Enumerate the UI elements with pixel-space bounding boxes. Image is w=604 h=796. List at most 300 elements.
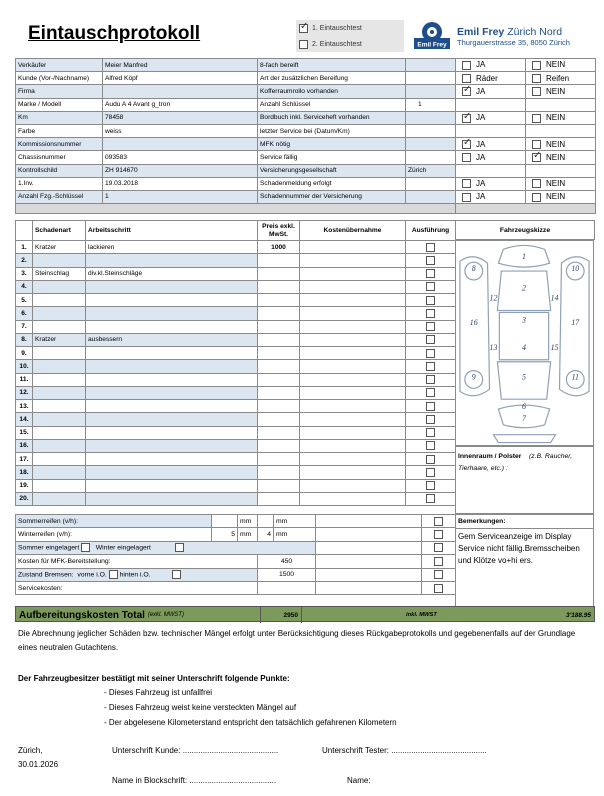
info-question-value[interactable] — [406, 72, 456, 85]
damage-price[interactable] — [258, 400, 300, 413]
info-value[interactable]: weiss — [103, 124, 258, 137]
execution-cell — [406, 492, 456, 505]
option-cell — [526, 151, 596, 164]
summer-tires-v[interactable] — [212, 515, 238, 528]
execution-checkbox[interactable] — [426, 269, 435, 278]
yes-no-row — [456, 111, 596, 124]
info-label: Chassisnummer — [16, 151, 103, 164]
summer-tires-h[interactable] — [258, 515, 274, 528]
info-value[interactable]: Meier Manfred — [103, 59, 258, 72]
damage-type[interactable] — [33, 386, 86, 399]
sketch-number: 13 — [489, 342, 498, 352]
vehicle-info-table — [15, 58, 456, 214]
execution-cell — [406, 466, 456, 479]
cost-coverage[interactable] — [300, 254, 406, 267]
damage-price[interactable] — [258, 479, 300, 492]
cost-coverage[interactable] — [300, 307, 406, 320]
execution-cell — [406, 294, 456, 307]
remarks-box — [455, 514, 594, 608]
damage-row — [16, 307, 456, 320]
damage-type[interactable] — [33, 320, 86, 333]
option-cell — [456, 124, 526, 137]
damage-price[interactable] — [258, 294, 300, 307]
sketch-number: 9 — [471, 372, 476, 382]
work-step[interactable]: lackieren — [86, 241, 258, 254]
info-label: Farbe — [16, 124, 103, 137]
info-row — [16, 164, 456, 177]
work-step[interactable] — [86, 360, 258, 373]
damage-row — [16, 241, 456, 254]
execution-cell — [406, 333, 456, 346]
cost-coverage[interactable] — [300, 360, 406, 373]
option-cell — [526, 177, 596, 190]
option-label: JA — [476, 86, 486, 96]
damage-row — [16, 453, 456, 466]
damage-type[interactable]: Kratzer — [33, 333, 86, 346]
execution-checkbox[interactable] — [426, 282, 435, 291]
name-block[interactable]: Name in Blockschrift: ....................................... — [112, 776, 277, 785]
info-question-value[interactable] — [406, 177, 456, 190]
work-step[interactable] — [86, 439, 258, 452]
sketch-number: 5 — [522, 372, 526, 382]
winter-tires-h[interactable]: 4 — [258, 528, 274, 541]
option-cell — [456, 72, 526, 85]
option-cell — [526, 138, 596, 151]
cost-coverage[interactable] — [300, 347, 406, 360]
info-question: Schadennummer der Versicherung — [258, 190, 406, 203]
damage-table — [15, 220, 456, 506]
execution-checkbox[interactable] — [426, 402, 435, 411]
info-question-value[interactable]: Zürich — [406, 164, 456, 177]
info-row — [16, 151, 456, 164]
info-label: Kontrollschild — [16, 164, 103, 177]
service-cost-value[interactable] — [258, 581, 316, 594]
damage-number: 3. — [16, 267, 33, 280]
damage-type[interactable] — [33, 479, 86, 492]
damage-price[interactable] — [258, 466, 300, 479]
info-value[interactable]: 78458 — [103, 111, 258, 124]
service-exec-checkbox[interactable] — [434, 584, 443, 593]
execution-cell — [406, 479, 456, 492]
damage-number: 19. — [16, 479, 33, 492]
col-preis: Preis exkl. MwSt. — [258, 221, 300, 241]
work-step[interactable] — [86, 479, 258, 492]
info-value[interactable]: Audu A 4 Avant g_tron — [103, 98, 258, 111]
execution-checkbox[interactable] — [426, 309, 435, 318]
info-row — [16, 177, 456, 190]
damage-price[interactable] — [258, 333, 300, 346]
cost-coverage[interactable] — [300, 439, 406, 452]
damage-type[interactable] — [33, 254, 86, 267]
execution-checkbox[interactable] — [426, 468, 435, 477]
option-label: NEIN — [546, 192, 566, 202]
damage-row — [16, 439, 456, 452]
damage-price[interactable] — [258, 439, 300, 452]
summer-exec-checkbox[interactable] — [434, 517, 443, 526]
damage-type[interactable] — [33, 280, 86, 293]
info-row — [16, 59, 456, 72]
damage-type[interactable] — [33, 413, 86, 426]
signature-tester[interactable]: Unterschrift Tester: ........................................... — [322, 746, 487, 755]
option-checkbox[interactable] — [462, 87, 471, 96]
work-step[interactable] — [86, 426, 258, 439]
option-label: JA — [476, 113, 486, 123]
sketch-number: 7 — [522, 413, 526, 423]
footer-bullets — [104, 685, 397, 730]
work-step[interactable] — [86, 386, 258, 399]
damage-type[interactable] — [33, 453, 86, 466]
col-ausfuehrung: Ausführung — [406, 221, 456, 241]
execution-checkbox[interactable] — [426, 256, 435, 265]
damage-type[interactable] — [33, 307, 86, 320]
option-label: NEIN — [546, 60, 566, 70]
option-checkbox[interactable] — [532, 74, 541, 83]
yes-no-row — [456, 177, 596, 190]
yes-no-row — [456, 85, 596, 98]
option-checkbox[interactable] — [462, 61, 471, 70]
info-value[interactable]: Alfred Köpf — [103, 72, 258, 85]
damage-row — [16, 294, 456, 307]
info-question-value[interactable] — [406, 138, 456, 151]
work-step[interactable]: ausbessern — [86, 333, 258, 346]
work-step[interactable]: div.kl.Steinschläge — [86, 267, 258, 280]
execution-cell — [406, 254, 456, 267]
damage-type[interactable]: Steinschlag — [33, 267, 86, 280]
damage-price[interactable] — [258, 360, 300, 373]
damage-type[interactable] — [33, 360, 86, 373]
option-checkbox[interactable] — [462, 114, 471, 123]
work-step[interactable] — [86, 400, 258, 413]
first-test-checkbox[interactable] — [299, 24, 308, 33]
info-question: Schadenmeldung erfolgt — [258, 177, 406, 190]
info-label: Km — [16, 111, 103, 124]
damage-price[interactable] — [258, 386, 300, 399]
execution-checkbox[interactable] — [426, 349, 435, 358]
damage-price[interactable] — [258, 453, 300, 466]
brand-address: Thurgauerstrasse 35, 8050 Zürich — [457, 38, 570, 47]
info-question-value[interactable] — [406, 111, 456, 124]
damage-number: 6. — [16, 307, 33, 320]
info-question: letzter Service bei (Datum/Km) — [258, 124, 406, 137]
option-label: JA — [476, 60, 486, 70]
work-step[interactable] — [86, 347, 258, 360]
yes-no-row — [456, 124, 596, 137]
option-cell — [526, 85, 596, 98]
option-checkbox[interactable] — [532, 179, 541, 188]
total-inkl-label: inkl. MWST — [406, 612, 437, 618]
info-label: Verkäufer — [16, 59, 103, 72]
work-step[interactable] — [86, 492, 258, 505]
work-step[interactable] — [86, 453, 258, 466]
cost-coverage[interactable] — [300, 280, 406, 293]
sketch-number: 10 — [571, 264, 580, 274]
damage-number: 9. — [16, 347, 33, 360]
work-step[interactable] — [86, 294, 258, 307]
summer-mm-1: mm — [238, 515, 258, 528]
brakes-exec-checkbox[interactable] — [434, 570, 443, 579]
info-value[interactable]: 1 — [103, 190, 258, 203]
info-value[interactable]: 19.03.2018 — [103, 177, 258, 190]
execution-checkbox[interactable] — [426, 428, 435, 437]
work-step[interactable] — [86, 413, 258, 426]
damage-number: 12. — [16, 386, 33, 399]
damage-number: 18. — [16, 466, 33, 479]
damage-row — [16, 386, 456, 399]
option-label: NEIN — [546, 139, 566, 149]
cost-coverage[interactable] — [300, 267, 406, 280]
damage-price[interactable] — [258, 254, 300, 267]
storage-exec-checkbox[interactable] — [434, 543, 443, 552]
col-schadenart: Schadenart — [33, 221, 86, 241]
option-checkbox[interactable] — [532, 61, 541, 70]
signature-customer[interactable]: Unterschrift Kunde: ........................................... — [112, 746, 279, 755]
damage-row — [16, 466, 456, 479]
info-label: Marke / Modell — [16, 98, 103, 111]
option-cell — [456, 85, 526, 98]
damage-row — [16, 492, 456, 505]
option-checkbox[interactable] — [532, 193, 541, 202]
damage-type[interactable] — [33, 439, 86, 452]
option-cell — [526, 98, 596, 111]
winter-tires-label: Winterreifen (v/h): — [16, 528, 212, 541]
second-test-checkbox[interactable] — [299, 40, 308, 49]
option-checkbox[interactable] — [462, 74, 471, 83]
work-step[interactable] — [86, 254, 258, 267]
damage-type[interactable] — [33, 492, 86, 505]
info-question: Versicherungsgesellschaft — [258, 164, 406, 177]
damage-price[interactable] — [258, 267, 300, 280]
sketch-number: 3 — [522, 315, 526, 325]
cost-coverage[interactable] — [300, 413, 406, 426]
vehicle-sketch — [455, 240, 594, 446]
winter-exec-checkbox[interactable] — [434, 530, 443, 539]
execution-checkbox[interactable] — [426, 375, 435, 384]
work-step[interactable] — [86, 466, 258, 479]
summer-stored-checkbox[interactable] — [81, 543, 90, 552]
info-question: Bordbuch inkl. Serviceheft vorhanden — [258, 111, 406, 124]
option-checkbox[interactable] — [462, 153, 471, 162]
damage-type[interactable] — [33, 294, 86, 307]
yes-no-row — [456, 98, 596, 111]
option-cell — [526, 59, 596, 72]
yes-no-row — [456, 190, 596, 203]
option-label: JA — [476, 179, 486, 189]
second-test-label: 2. Eintauschtest — [312, 40, 362, 48]
execution-checkbox[interactable] — [426, 494, 435, 503]
option-cell — [526, 124, 596, 137]
info-question-value[interactable] — [406, 124, 456, 137]
work-step[interactable] — [86, 280, 258, 293]
option-label: JA — [476, 152, 486, 162]
cost-coverage[interactable] — [300, 294, 406, 307]
info-value[interactable]: ZH 914670 — [103, 164, 258, 177]
option-checkbox[interactable] — [532, 153, 541, 162]
option-checkbox[interactable] — [532, 140, 541, 149]
option-checkbox[interactable] — [532, 87, 541, 96]
option-cell — [456, 59, 526, 72]
info-value[interactable] — [103, 138, 258, 151]
damage-price[interactable]: 1000 — [258, 241, 300, 254]
cost-coverage[interactable] — [300, 453, 406, 466]
execution-cell — [406, 453, 456, 466]
info-question-value[interactable] — [406, 59, 456, 72]
sketch-number: 4 — [522, 342, 526, 352]
execution-checkbox[interactable] — [426, 441, 435, 450]
execution-checkbox[interactable] — [426, 481, 435, 490]
damage-row — [16, 413, 456, 426]
yes-no-table — [455, 58, 596, 214]
info-value[interactable]: 093583 — [103, 151, 258, 164]
damage-row — [16, 333, 456, 346]
damage-type[interactable]: Kratzer — [33, 241, 86, 254]
damage-type[interactable] — [33, 400, 86, 413]
sketch-header: Fahrzeugskizze — [455, 220, 595, 240]
execution-cell — [406, 386, 456, 399]
tire-cost-table — [15, 514, 456, 595]
damage-number: 11. — [16, 373, 33, 386]
yes-no-row — [456, 164, 596, 177]
damage-price[interactable] — [258, 492, 300, 505]
cost-coverage[interactable] — [300, 400, 406, 413]
info-question-value[interactable] — [406, 85, 456, 98]
mfk-value[interactable]: 450 — [258, 555, 316, 568]
info-label: 1.Inv. — [16, 177, 103, 190]
damage-type[interactable] — [33, 466, 86, 479]
work-step[interactable] — [86, 373, 258, 386]
name-label[interactable]: Name: — [347, 776, 371, 785]
cost-coverage[interactable] — [300, 333, 406, 346]
damage-type[interactable] — [33, 426, 86, 439]
sketch-number: 16 — [469, 318, 478, 328]
interior-label: Innenraum / Polster — [458, 453, 522, 460]
execution-cell — [406, 426, 456, 439]
cost-coverage[interactable] — [300, 320, 406, 333]
damage-row — [16, 373, 456, 386]
yes-no-row — [456, 72, 596, 85]
execution-checkbox[interactable] — [426, 415, 435, 424]
option-cell — [456, 111, 526, 124]
option-label: NEIN — [546, 86, 566, 96]
option-cell — [456, 190, 526, 203]
execution-cell — [406, 241, 456, 254]
info-question-value[interactable]: 1 — [406, 98, 456, 111]
damage-row — [16, 267, 456, 280]
cost-coverage[interactable] — [300, 466, 406, 479]
yes-no-gap — [456, 204, 596, 214]
option-label: NEIN — [546, 152, 566, 162]
info-row — [16, 72, 456, 85]
info-question: Art der zusätzlichen Bereifung — [258, 72, 406, 85]
total-label: Aufbereitungskosten Total (exkl. MWST) — [19, 609, 185, 621]
damage-row — [16, 426, 456, 439]
info-question: 8-fach bereift — [258, 59, 406, 72]
option-checkbox[interactable] — [462, 179, 471, 188]
info-label: Kunde (Vor-/Nachname) — [16, 72, 103, 85]
damage-number: 10. — [16, 360, 33, 373]
winter-stored-checkbox[interactable] — [175, 543, 184, 552]
work-step[interactable] — [86, 320, 258, 333]
execution-checkbox[interactable] — [426, 335, 435, 344]
execution-checkbox[interactable] — [426, 322, 435, 331]
info-question: MFK nötig — [258, 138, 406, 151]
damage-price[interactable] — [258, 280, 300, 293]
remarks-text[interactable]: Gem Serviceanzeige im Display Service nicht fällig.Bremsscheiben und Klötze vo+hi ers. — [458, 532, 580, 565]
cost-coverage[interactable] — [300, 492, 406, 505]
option-cell — [526, 190, 596, 203]
work-step[interactable] — [86, 307, 258, 320]
execution-cell — [406, 280, 456, 293]
damage-price[interactable] — [258, 373, 300, 386]
sketch-number: 2 — [522, 283, 526, 293]
option-checkbox[interactable] — [532, 114, 541, 123]
page-title: Eintauschprotokoll — [28, 23, 201, 44]
execution-cell — [406, 267, 456, 280]
damage-number: 15. — [16, 426, 33, 439]
info-label: Anzahl Fzg.-Schlüssel — [16, 190, 103, 203]
mfk-exec-checkbox[interactable] — [434, 557, 443, 566]
option-cell — [526, 111, 596, 124]
info-row — [16, 85, 456, 98]
info-question-value[interactable] — [406, 151, 456, 164]
cost-coverage[interactable] — [300, 426, 406, 439]
damage-price[interactable] — [258, 347, 300, 360]
option-label: JA — [476, 192, 486, 202]
winter-tires-v[interactable]: 5 — [212, 528, 238, 541]
info-row — [16, 111, 456, 124]
damage-price[interactable] — [258, 426, 300, 439]
winter-mm-2: mm — [274, 528, 316, 541]
damage-price[interactable] — [258, 320, 300, 333]
damage-price[interactable] — [258, 307, 300, 320]
execution-cell — [406, 439, 456, 452]
execution-checkbox[interactable] — [426, 243, 435, 252]
cost-coverage[interactable] — [300, 479, 406, 492]
info-value[interactable] — [103, 85, 258, 98]
info-question: Kofferraumrollo vorhanden — [258, 85, 406, 98]
brakes-value[interactable]: 1500 — [258, 568, 316, 581]
execution-checkbox[interactable] — [426, 455, 435, 464]
execution-cell — [406, 400, 456, 413]
option-cell — [526, 72, 596, 85]
option-cell — [526, 164, 596, 177]
damage-number: 14. — [16, 413, 33, 426]
damage-type[interactable] — [33, 373, 86, 386]
option-cell — [456, 177, 526, 190]
cost-coverage[interactable] — [300, 241, 406, 254]
sketch-number: 1 — [522, 252, 526, 262]
execution-checkbox[interactable] — [426, 362, 435, 371]
rear-brakes-checkbox[interactable] — [172, 570, 181, 579]
summer-tires-label: Sommerreifen (v/h): — [16, 515, 212, 528]
cost-coverage[interactable] — [300, 386, 406, 399]
option-label: NEIN — [546, 113, 566, 123]
damage-price[interactable] — [258, 413, 300, 426]
first-test-label: 1. Eintauschtest — [312, 24, 362, 32]
option-checkbox[interactable] — [462, 193, 471, 202]
damage-number: 20. — [16, 492, 33, 505]
info-label: Kommissionsnummer — [16, 138, 103, 151]
option-checkbox[interactable] — [462, 140, 471, 149]
info-question-value[interactable] — [406, 190, 456, 203]
execution-checkbox[interactable] — [426, 296, 435, 305]
yes-no-row — [456, 151, 596, 164]
execution-checkbox[interactable] — [426, 388, 435, 397]
logo-text: Emil Frey — [417, 41, 447, 49]
damage-type[interactable] — [33, 347, 86, 360]
cost-coverage[interactable] — [300, 373, 406, 386]
bullet-2: - Dieses Fahrzeug weist keine versteckten Mängel auf — [104, 703, 297, 712]
front-brakes-checkbox[interactable] — [109, 570, 118, 579]
